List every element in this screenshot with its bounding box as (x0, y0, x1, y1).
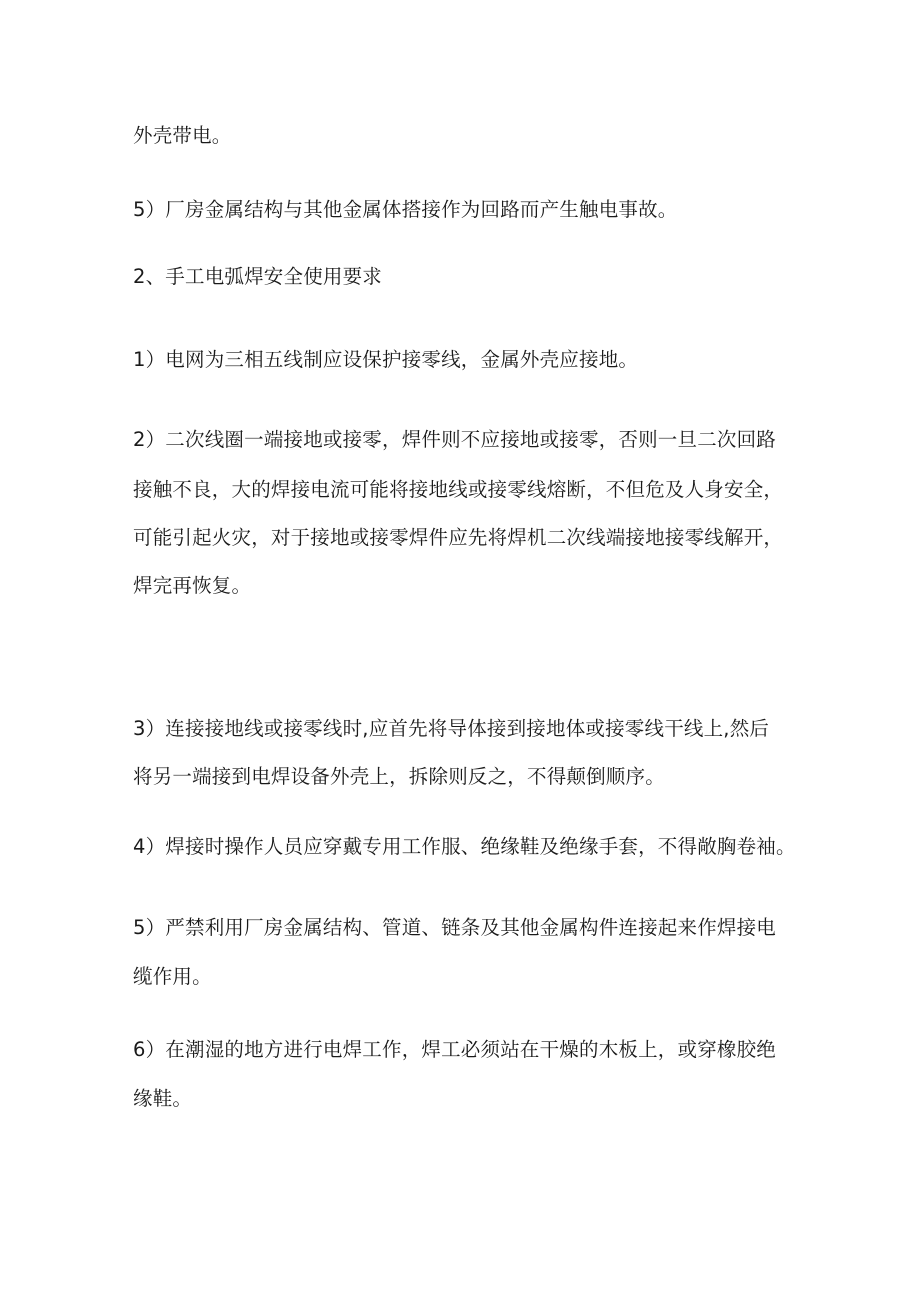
text-line: 接触不良，大的焊接电流可能将接地线或接零线熔断，不但危及人身安全， (133, 478, 784, 501)
section-heading: 2、手工电弧焊安全使用要求 (133, 265, 383, 288)
text-line: 缘鞋。 (133, 1087, 193, 1110)
text-line: 外壳带电。 (133, 124, 232, 147)
text-line: 4）焊接时操作人员应穿戴专用工作服、绝缘鞋及绝缘手套，不得敞胸卷袖。 (133, 835, 796, 858)
text-line: 1）电网为三相五线制应设保护接零线，金属外壳应接地。 (133, 348, 639, 371)
text-line: 6）在潮湿的地方进行电焊工作，焊工必须站在干燥的木板上，或穿橡胶绝 (133, 1038, 777, 1061)
text-line: 可能引起火灾，对于接地或接零焊件应先将焊机二次线端接地接零线解开， (133, 526, 784, 549)
text-line: 缆作用。 (133, 965, 212, 988)
text-line: 焊完再恢复。 (133, 574, 252, 597)
text-line: 5）厂房金属结构与其他金属体搭接作为回路而产生触电事故。 (133, 198, 678, 221)
text-line: 3）连接接地线或接零线时,应首先将导体接到接地体或接零线干线上,然后 (133, 717, 770, 740)
text-line: 将另一端接到电焊设备外壳上，拆除则反之，不得颠倒顺序。 (133, 765, 665, 788)
text-line: 2）二次线圈一端接地或接零，焊件则不应接地或接零，否则一旦二次回路 (133, 428, 777, 451)
text-line: 5）严禁利用厂房金属结构、管道、链条及其他金属构件连接起来作焊接电 (133, 916, 777, 939)
